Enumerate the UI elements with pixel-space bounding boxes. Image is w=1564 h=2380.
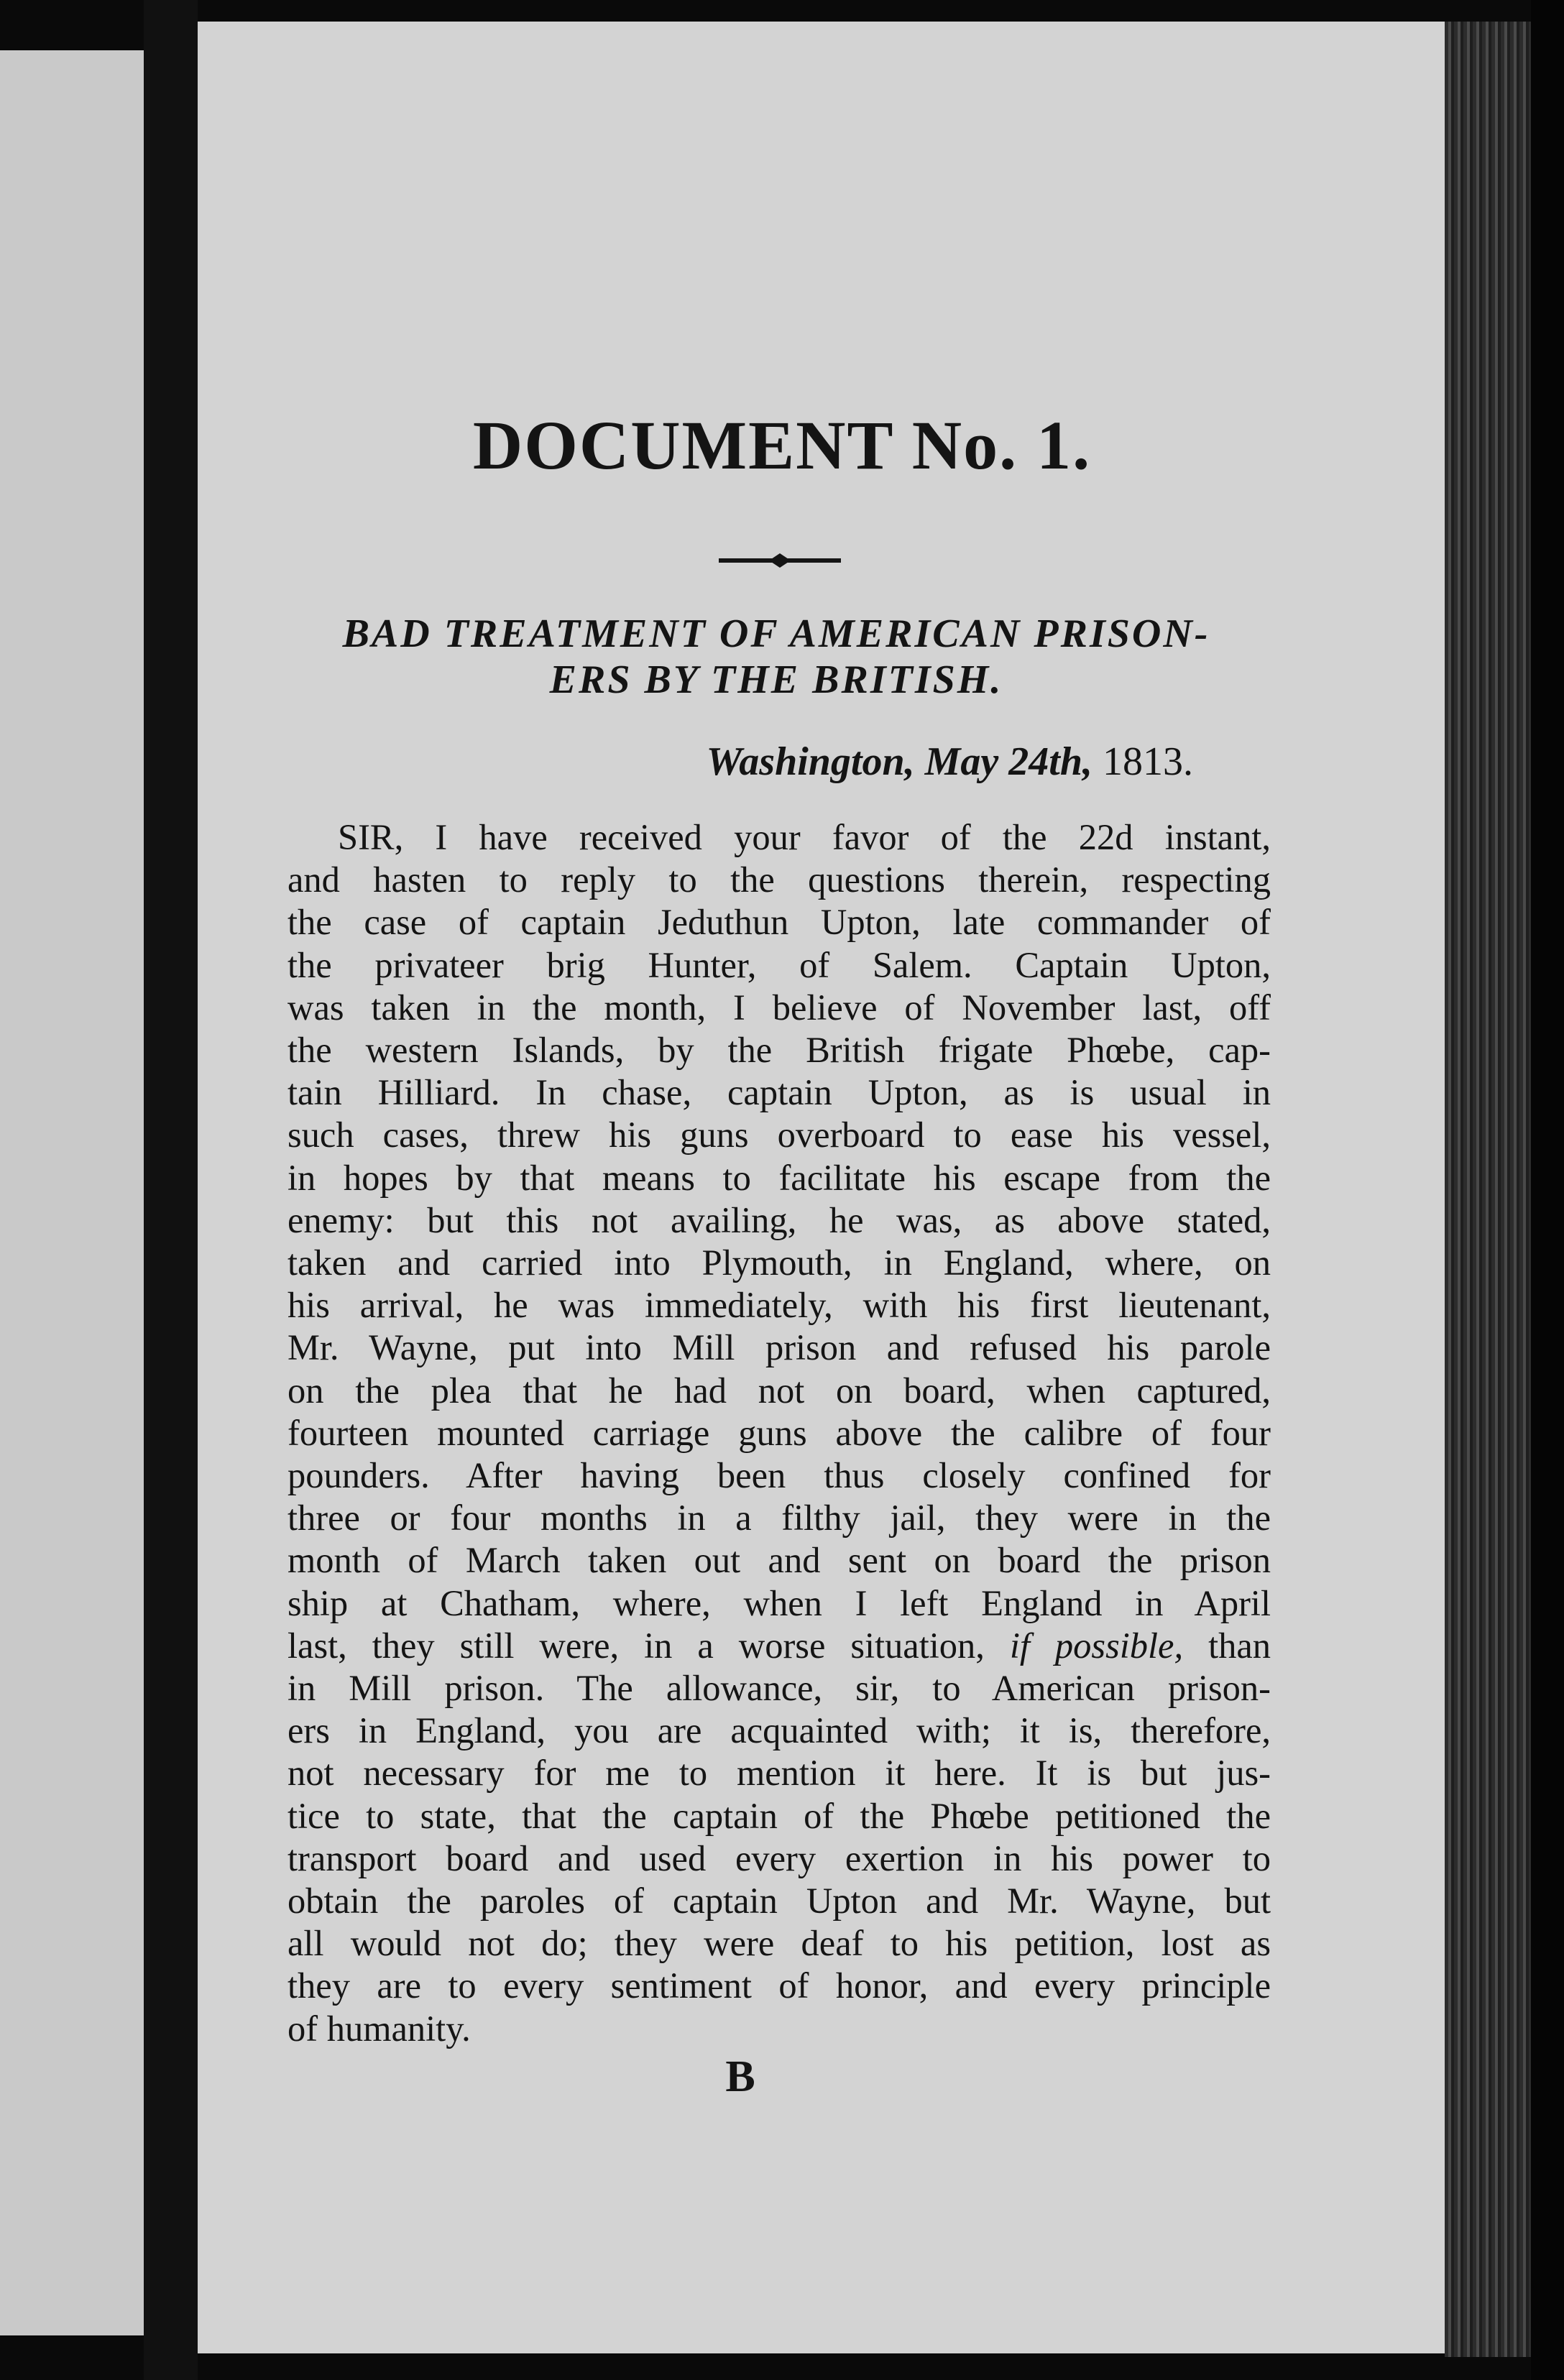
body-line: obtain the paroles of captain Upton and Mr. Wayne, but [288, 1881, 1271, 1922]
book-gutter [144, 0, 198, 2380]
body-line-part: last, they still were, in a worse situation, [288, 1625, 985, 1666]
body-line: was taken in the month, I believe of November last, off [288, 987, 1271, 1028]
letter-body [288, 816, 1271, 2050]
body-line: fourteen mounted carriage guns above the calibre of four [288, 1412, 1271, 1453]
body-line [288, 1625, 1271, 1667]
body-line: taken and carried into Plymouth, in England, where, on [288, 1242, 1271, 1283]
body-line: SIR, I have received your favor of the 22d instant, [338, 817, 1271, 857]
emphasis-if-possible: if possible, [1009, 1625, 1184, 1666]
body-line: they are to every sentiment of honor, and every principle [288, 1965, 1271, 2006]
body-line: tice to state, that the captain of the Phœbe petitioned the [288, 1795, 1271, 1836]
body-line: transport board and used every exertion in his power to [288, 1837, 1271, 1878]
body-line: ship at Chatham, where, when I left England in April [288, 1582, 1271, 1623]
body-line: the privateer brig Hunter, of Salem. Captain Upton, [288, 944, 1271, 985]
scan-border [1531, 0, 1564, 2380]
dateline-place: Washington, [706, 739, 915, 784]
body-line: his arrival, he was immediately, with his first lieutenant, [288, 1285, 1271, 1326]
body-line: the western Islands, by the British frigate Phœbe, cap- [288, 1030, 1271, 1071]
document-heading: DOCUMENT No. 1. [472, 407, 1092, 484]
body-line: Mr. Wayne, put into Mill prison and refused his parole [288, 1327, 1271, 1368]
ornament-rule [719, 550, 841, 571]
adjacent-page [0, 50, 144, 2335]
body-line-part: than [1208, 1625, 1271, 1666]
body-line: such cases, threw his guns overboard to ease his vessel, [288, 1115, 1271, 1156]
body-line: three or four months in a filthy jail, they were in the [288, 1498, 1271, 1539]
body-line: the case of captain Jeduthun Upton, late commander of [288, 902, 1271, 943]
body-line: and hasten to reply to the questions therein, respecting [288, 859, 1271, 900]
body-line: of humanity. [288, 2008, 471, 2049]
subtitle-line-1: BAD TREATMENT OF AMERICAN PRISON- [342, 612, 1210, 656]
body-line: in hopes by that means to facilitate his escape from the [288, 1157, 1271, 1198]
body-line: not necessary for me to mention it here. It is but jus- [288, 1753, 1271, 1794]
document-subtitle [273, 611, 1279, 703]
dateline-year: 1813. [1103, 739, 1193, 784]
body-line: in Mill prison. The allowance, sir, to American prison- [288, 1668, 1271, 1709]
body-line: month of March taken out and sent on board the prison [288, 1540, 1271, 1581]
body-line: on the plea that he had not on board, when captured, [288, 1370, 1271, 1411]
subtitle-line-2: ERS BY THE BRITISH. [549, 658, 1003, 702]
body-line: tain Hilliard. In chase, captain Upton, as is usual in [288, 1072, 1271, 1113]
printer-signature-mark: B [725, 2052, 755, 2101]
dateline-month-day: May 24th, [924, 739, 1092, 784]
body-line: pounders. After having been thus closely confined for [288, 1455, 1271, 1496]
body-line: ers in England, you are acquainted with; it is, therefore, [288, 1710, 1271, 1751]
body-line: all would not do; they were deaf to his petition, lost as [288, 1923, 1271, 1964]
dateline [647, 737, 1193, 787]
page-edges [1445, 22, 1531, 2357]
body-line: enemy: but this not availing, he was, as above stated, [288, 1199, 1271, 1240]
